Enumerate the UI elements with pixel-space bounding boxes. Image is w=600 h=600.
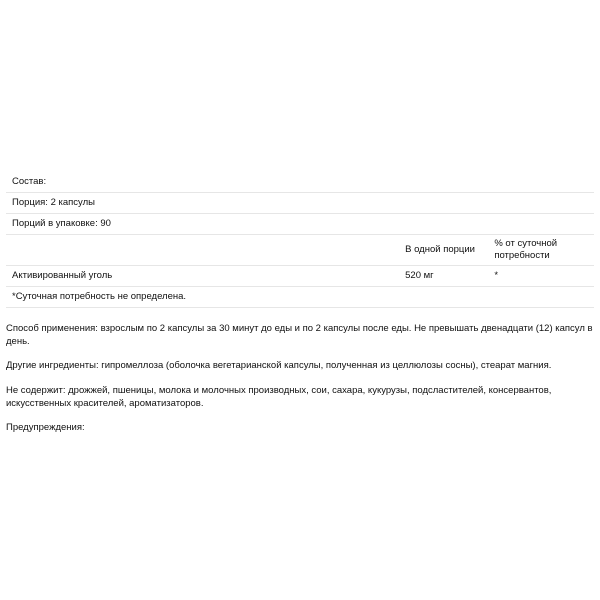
serving-size-row bbox=[6, 193, 594, 214]
footnote-row bbox=[6, 287, 594, 308]
composition-row bbox=[6, 172, 594, 193]
supplement-facts-table bbox=[6, 172, 594, 308]
ingredient-daily-value: * bbox=[488, 266, 594, 287]
serving-label: Порция: bbox=[12, 197, 48, 208]
serving-value: 2 капсулы bbox=[50, 197, 95, 208]
servings-per-container-value: 90 bbox=[100, 218, 111, 229]
column-header-per-serving: В одной порции bbox=[399, 235, 488, 266]
column-header-daily-value: % от суточной потребности bbox=[488, 235, 594, 266]
ingredient-row bbox=[6, 266, 594, 287]
usage-text: Способ применения: взрослым по 2 капсулы за 30 минут до еды и по 2 капсулы после еды. Не превышать двенадцати (12) капсул в день. bbox=[6, 323, 593, 347]
footnote: *Суточная потребность не определена. bbox=[6, 287, 594, 308]
servings-per-container-row bbox=[6, 214, 594, 235]
column-header-empty bbox=[6, 235, 399, 266]
free-of-text: Не содержит: дрожжей, пшеницы, молока и молочных производных, сои, сахара, кукурузы, подсластителей, консервантов, искусственных красителей, ароматизаторов. bbox=[6, 385, 552, 409]
ingredient-amount: 520 мг bbox=[399, 266, 488, 287]
other-ingredients-text: Другие ингредиенты: гипромеллоза (оболочка вегетарианской капсулы, полученная из целлюлозы сосны), стеарат магния. bbox=[6, 360, 552, 371]
column-header-row bbox=[6, 235, 594, 266]
product-notes bbox=[6, 322, 594, 445]
ingredient-name: Активированный уголь bbox=[6, 266, 399, 287]
warnings-label: Предупреждения: bbox=[6, 422, 85, 433]
composition-label: Состав: bbox=[6, 172, 594, 193]
servings-per-container-label: Порций в упаковке: bbox=[12, 218, 98, 229]
